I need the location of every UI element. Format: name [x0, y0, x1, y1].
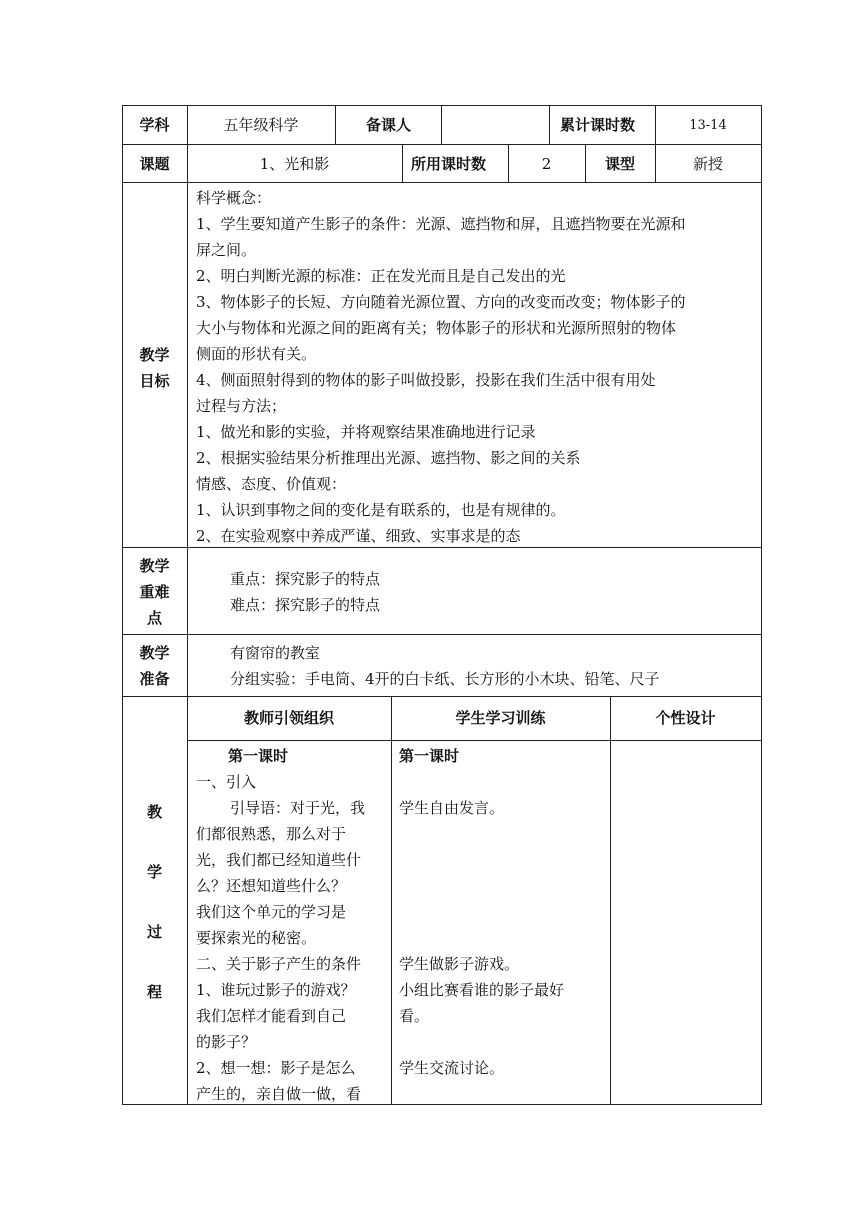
- key-point: 重点：探究影子的特点: [230, 570, 381, 588]
- teacher-line: 2、想一想：影子是怎么: [196, 1059, 356, 1077]
- type-value: 新授: [692, 155, 723, 173]
- student-line: 第一课时: [399, 747, 460, 765]
- subject-value: 五年级科学: [223, 116, 299, 134]
- teacher-line: 我们这个单元的学习是: [196, 903, 347, 921]
- difficulties-label-line: 点: [146, 609, 162, 627]
- hours-value: 2: [541, 155, 552, 173]
- teacher-line: 一、引入: [196, 773, 257, 791]
- student-line: [399, 821, 564, 847]
- preparation-label: [122, 640, 187, 692]
- objective-line: 大小与物体和光源之间的距离有关；物体影子的形状和光源所照射的物体: [196, 319, 677, 337]
- objective-line: 屏之间。: [196, 241, 257, 259]
- teacher-line: 二、关于影子产生的条件: [196, 955, 362, 973]
- preparation-line: 有窗帘的教室: [230, 644, 321, 662]
- difficulties-label-line: 教学: [139, 557, 170, 575]
- teacher-line: 我们怎样才能看到自己: [196, 1007, 347, 1025]
- table-rule: [122, 105, 762, 106]
- objectives-label-line: 教学: [139, 346, 170, 364]
- objective-line: 2、根据实验结果分析推理出光源、遮挡物、影之间的关系: [196, 449, 581, 467]
- col-header-personal: 个性设计: [655, 709, 716, 727]
- objective-line: 科学概念：: [196, 189, 272, 207]
- difficulties-label: [122, 553, 187, 631]
- table-rule: [549, 105, 550, 145]
- preparation-label-line: 准备: [139, 670, 170, 688]
- table-rule: [122, 696, 762, 697]
- student-line: 学生做影子游戏。: [399, 955, 520, 973]
- objective-line: 3、物体影子的长短、方向随着光源位置、方向的改变而改变；物体影子的: [196, 293, 686, 311]
- student-line: [399, 1029, 564, 1055]
- student-line: 小组比赛看谁的影子最好: [399, 981, 565, 999]
- total-hours-value: 13-14: [689, 118, 727, 133]
- teacher-line: 光，我们都已经知道些什: [196, 851, 362, 869]
- table-rule: [122, 634, 762, 635]
- table-rule: [391, 696, 392, 1105]
- preparation-line: 分组实验：手电筒、4开的白卡纸、长方形的小木块、铅笔、尺子: [230, 670, 660, 688]
- col-header-student: 学生学习训练: [455, 709, 546, 727]
- student-line: 学生自由发言。: [399, 799, 505, 817]
- process-label-char: 程: [146, 983, 162, 1001]
- objective-line: 侧面的形状有关。: [196, 345, 317, 363]
- table-rule: [761, 105, 762, 1105]
- objectives-label-line: 目标: [139, 372, 170, 390]
- student-line: [399, 1081, 564, 1107]
- process-label-char: 过: [146, 923, 162, 941]
- teacher-line: 么？还想知道些什么？: [196, 877, 347, 895]
- student-line: [399, 769, 564, 795]
- teacher-line: 的影子？: [196, 1033, 257, 1051]
- objective-line: 1、认识到事物之间的变化是有联系的，也是有规律的。: [196, 501, 566, 519]
- teacher-line: 产生的，亲自做一做，看: [196, 1085, 362, 1103]
- objective-line: 1、学生要知道产生影子的条件：光源、遮挡物和屏，且遮挡物要在光源和: [196, 215, 686, 233]
- objectives-text: [196, 185, 686, 549]
- difficulties-label-line: 重难: [139, 583, 170, 601]
- teacher-line: 们都很熟悉，那么对于: [196, 825, 347, 843]
- table-rule: [610, 696, 611, 1105]
- student-column: [399, 743, 564, 1107]
- preparation-label-line: 教学: [139, 644, 170, 662]
- objective-line: 1、做光和影的实验，并将观察结果准确地进行记录: [196, 423, 536, 441]
- table-rule: [187, 105, 188, 1105]
- subject-label: 学科: [139, 116, 170, 134]
- table-rule: [122, 182, 762, 183]
- student-line: 学生交流讨论。: [399, 1059, 505, 1077]
- objectives-label: [122, 342, 187, 394]
- objective-line: 4、侧面照射得到的物体的影子叫做投影，投影在我们生活中很有用处: [196, 371, 656, 389]
- preparer-label: 备课人: [366, 116, 412, 134]
- objective-line: 过程与方法；: [196, 397, 287, 415]
- objective-line: 2、在实验观察中养成严谨、细致、实事求是的态: [196, 527, 521, 545]
- table-rule: [402, 144, 403, 183]
- teacher-line: 第一课时: [228, 747, 289, 765]
- table-rule: [441, 105, 442, 145]
- student-line: 看。: [399, 1007, 430, 1025]
- topic-label: 课题: [139, 155, 170, 173]
- table-rule: [335, 105, 336, 145]
- col-header-teacher: 教师引领组织: [243, 709, 334, 727]
- process-label-char: 教: [146, 803, 162, 821]
- topic-value: 1、光和影: [259, 155, 330, 173]
- process-label-char: 学: [146, 863, 162, 881]
- teacher-line: 要探索光的秘密。: [196, 929, 317, 947]
- hard-point: 难点：探究影子的特点: [230, 596, 381, 614]
- total-hours-label: 累计课时数: [560, 116, 636, 134]
- student-line: [399, 899, 564, 925]
- type-label: 课型: [604, 155, 635, 173]
- process-label: [122, 802, 187, 1002]
- student-line: [399, 925, 564, 951]
- objective-line: 2、明白判断光源的标准：正在发光而且是自己发出的光: [196, 267, 566, 285]
- student-line: [399, 847, 564, 873]
- teacher-line: 引导语：对于光，我: [230, 799, 366, 817]
- table-rule: [122, 144, 762, 145]
- table-rule: [187, 740, 762, 741]
- teacher-line: 1、谁玩过影子的游戏？: [196, 981, 356, 999]
- hours-label: 所用课时数: [411, 155, 487, 173]
- objective-line: 情感、态度、价值观：: [196, 475, 347, 493]
- teacher-column: [196, 743, 365, 1107]
- student-line: [399, 873, 564, 899]
